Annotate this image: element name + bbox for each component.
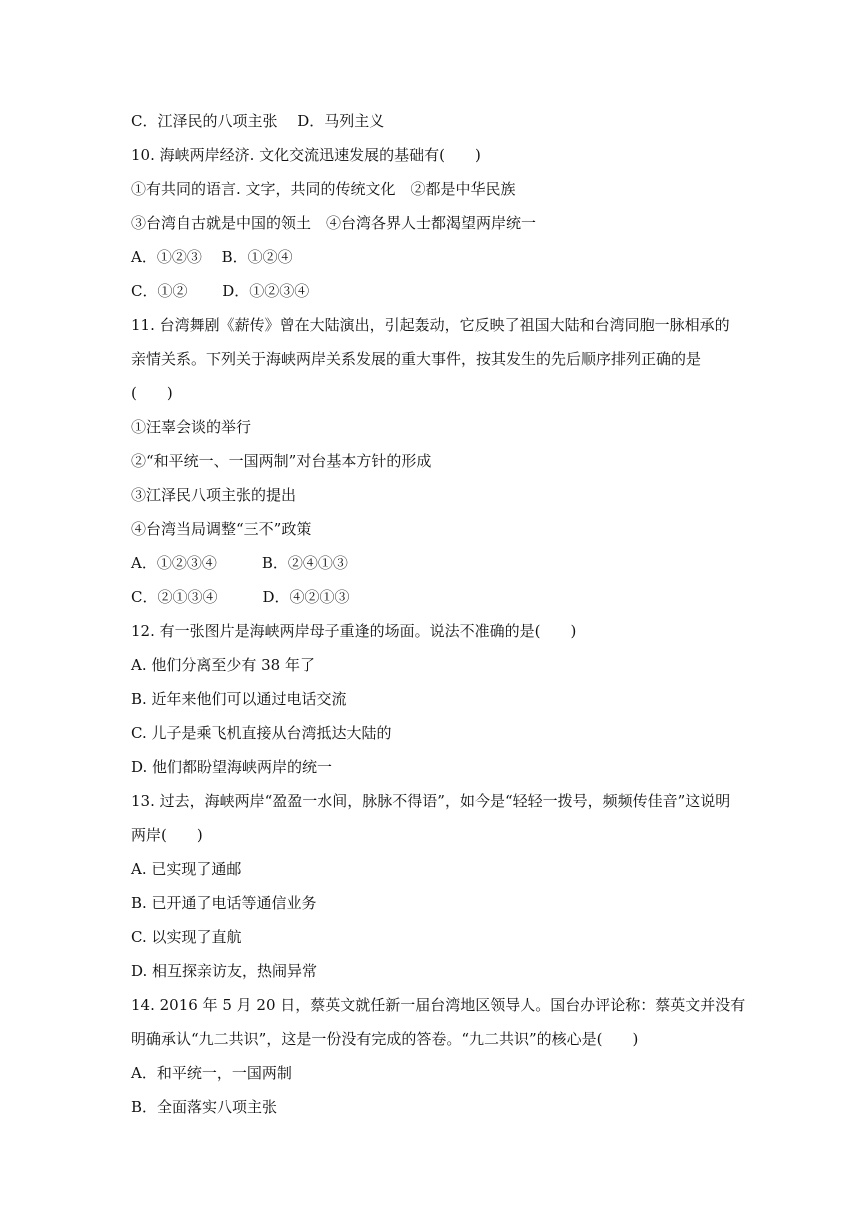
statement-line: ①有共同的语言. 文字，共同的传统文化 ②都是中华民族 xyxy=(131,180,516,198)
statement-line: ③台湾自古就是中国的领土 ④台湾各界人士都渴望两岸统一 xyxy=(131,214,537,232)
option-c: C. 以实现了直航 xyxy=(131,928,242,946)
option-line: A．①②③④ B．②④①③ xyxy=(131,554,348,572)
statement-line: ①汪辜会谈的举行 xyxy=(131,418,252,436)
option-d: D. 他们都盼望海峡两岸的统一 xyxy=(131,758,333,776)
question-14: 14. 2016 年 5 月 20 日，蔡英文就任新一届台湾地区领导人。国台办评论称：蔡英文并没有 xyxy=(131,996,746,1014)
question-12: 12. 有一张图片是海峡两岸母子重逢的场面。说法不准确的是( ) xyxy=(131,622,577,640)
question-10: 10. 海峡两岸经济. 文化交流迅速发展的基础有( ) xyxy=(131,146,481,164)
option-line: C．①② D．①②③④ xyxy=(131,282,310,300)
option-d: D. 相互探亲访友，热闹异常 xyxy=(131,962,318,980)
option-a: A．和平统一，一国两制 xyxy=(131,1064,292,1082)
question-13: 13. 过去，海峡两岸“盈盈一水间，脉脉不得语”，如今是“轻轻一拨号，频频传佳音”这说明 xyxy=(131,792,731,810)
option-line: A．①②③ B．①②④ xyxy=(131,248,293,266)
question-13-continued: 两岸( ) xyxy=(131,826,203,844)
answer-blank: ( ) xyxy=(131,384,173,402)
statement-line: ②“和平统一、一国两制”对台基本方针的形成 xyxy=(131,452,432,470)
question-11: 11. 台湾舞剧《薪传》曾在大陆演出，引起轰动，它反映了祖国大陆和台湾同胞一脉相承的 xyxy=(131,316,730,334)
option-line: C．②①③④ D．④②①③ xyxy=(131,588,350,606)
option-a: A. 已实现了通邮 xyxy=(131,860,242,878)
option-a: A. 他们分离至少有 38 年了 xyxy=(131,656,315,674)
option-b: B．全面落实八项主张 xyxy=(131,1098,278,1116)
option-c: C. 儿子是乘飞机直接从台湾抵达大陆的 xyxy=(131,724,392,742)
option-b: B. 近年来他们可以通过电话交流 xyxy=(131,690,347,708)
option-b: B. 已开通了电话等通信业务 xyxy=(131,894,317,912)
statement-line: ③江泽民八项主张的提出 xyxy=(131,486,297,504)
question-11-continued: 亲情关系。下列关于海峡两岸关系发展的重大事件，按其发生的先后顺序排列正确的是 xyxy=(131,350,702,368)
statement-line: ④台湾当局调整“三不”政策 xyxy=(131,520,312,538)
option-line: C．江泽民的八项主张 D．马列主义 xyxy=(131,112,385,130)
question-14-continued: 明确承认“九二共识”，这是一份没有完成的答卷。“九二共识”的核心是( ) xyxy=(131,1030,639,1048)
